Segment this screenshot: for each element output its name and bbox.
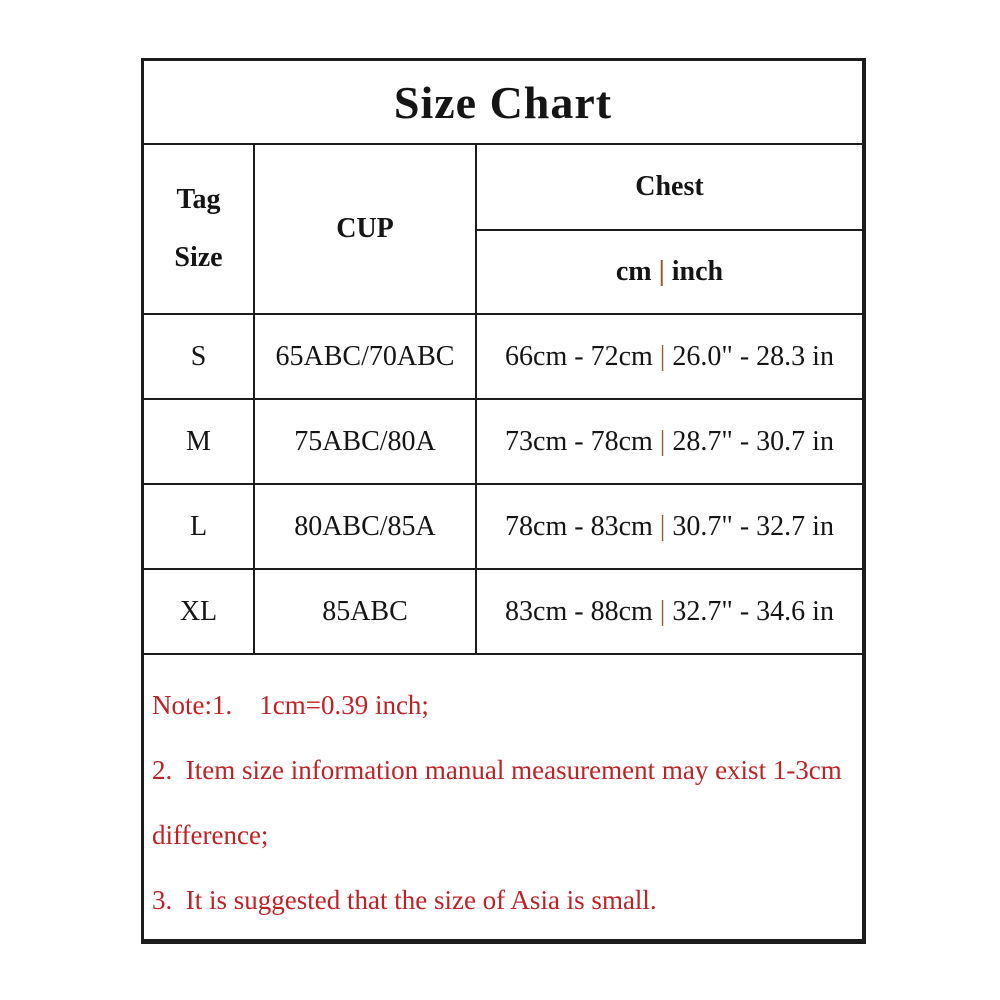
header-chest-units bbox=[477, 231, 862, 313]
chest-separator: | bbox=[659, 510, 666, 542]
table-row-xl bbox=[144, 570, 862, 655]
header-chest-label: Chest bbox=[635, 171, 704, 202]
table-row-m bbox=[144, 400, 862, 485]
chest-separator: | bbox=[659, 340, 666, 372]
note-line-4: 3. It is suggested that the size of Asia is small. bbox=[152, 885, 657, 915]
header-unit-separator: | bbox=[658, 256, 665, 287]
header-cup bbox=[255, 145, 477, 313]
size-cell: M bbox=[144, 400, 255, 483]
header-chest-group bbox=[477, 145, 862, 313]
table-row-l bbox=[144, 485, 862, 570]
note-line-3: difference; bbox=[152, 820, 269, 850]
chest-cell bbox=[477, 315, 862, 398]
chest-separator: | bbox=[659, 595, 666, 627]
title-row bbox=[144, 61, 862, 145]
cup-cell: 75ABC/80A bbox=[255, 400, 477, 483]
chest-cm-value: 73cm - 78cm bbox=[505, 425, 653, 457]
chest-separator: | bbox=[659, 425, 666, 457]
chest-inch-value: 28.7" - 30.7 in bbox=[672, 425, 834, 457]
header-chest bbox=[477, 145, 862, 231]
chest-inch-value: 26.0" - 28.3 in bbox=[672, 340, 834, 372]
page-title: Size Chart bbox=[393, 76, 613, 128]
chest-cell bbox=[477, 570, 862, 653]
chest-cm-value: 78cm - 83cm bbox=[505, 510, 653, 542]
table-header-row bbox=[144, 145, 862, 315]
chest-inch-value: 30.7" - 32.7 in bbox=[672, 510, 834, 542]
note-line-1: Note:1. 1cm=0.39 inch; bbox=[152, 690, 429, 720]
header-tag-size bbox=[144, 145, 255, 313]
header-unit-cm: cm bbox=[615, 256, 652, 287]
cup-cell: 65ABC/70ABC bbox=[255, 315, 477, 398]
chest-cell bbox=[477, 400, 862, 483]
chest-cm-value: 83cm - 88cm bbox=[505, 595, 653, 627]
cup-cell: 85ABC bbox=[255, 570, 477, 653]
header-tag-line1: Tag bbox=[176, 184, 221, 215]
size-chart-table bbox=[141, 58, 866, 944]
header-tag-line2: Size bbox=[174, 242, 223, 273]
chest-cell bbox=[477, 485, 862, 568]
size-cell: L bbox=[144, 485, 255, 568]
table-row-s bbox=[144, 315, 862, 400]
chest-cm-value: 66cm - 72cm bbox=[505, 340, 653, 372]
header-unit-inch: inch bbox=[671, 256, 724, 287]
size-cell: S bbox=[144, 315, 255, 398]
size-cell: XL bbox=[144, 570, 255, 653]
notes-section bbox=[144, 655, 862, 939]
note-line-2: 2. Item size information manual measurement may exist 1-3cm bbox=[152, 755, 842, 785]
header-cup-label: CUP bbox=[336, 213, 394, 244]
chest-inch-value: 32.7" - 34.6 in bbox=[672, 595, 834, 627]
cup-cell: 80ABC/85A bbox=[255, 485, 477, 568]
